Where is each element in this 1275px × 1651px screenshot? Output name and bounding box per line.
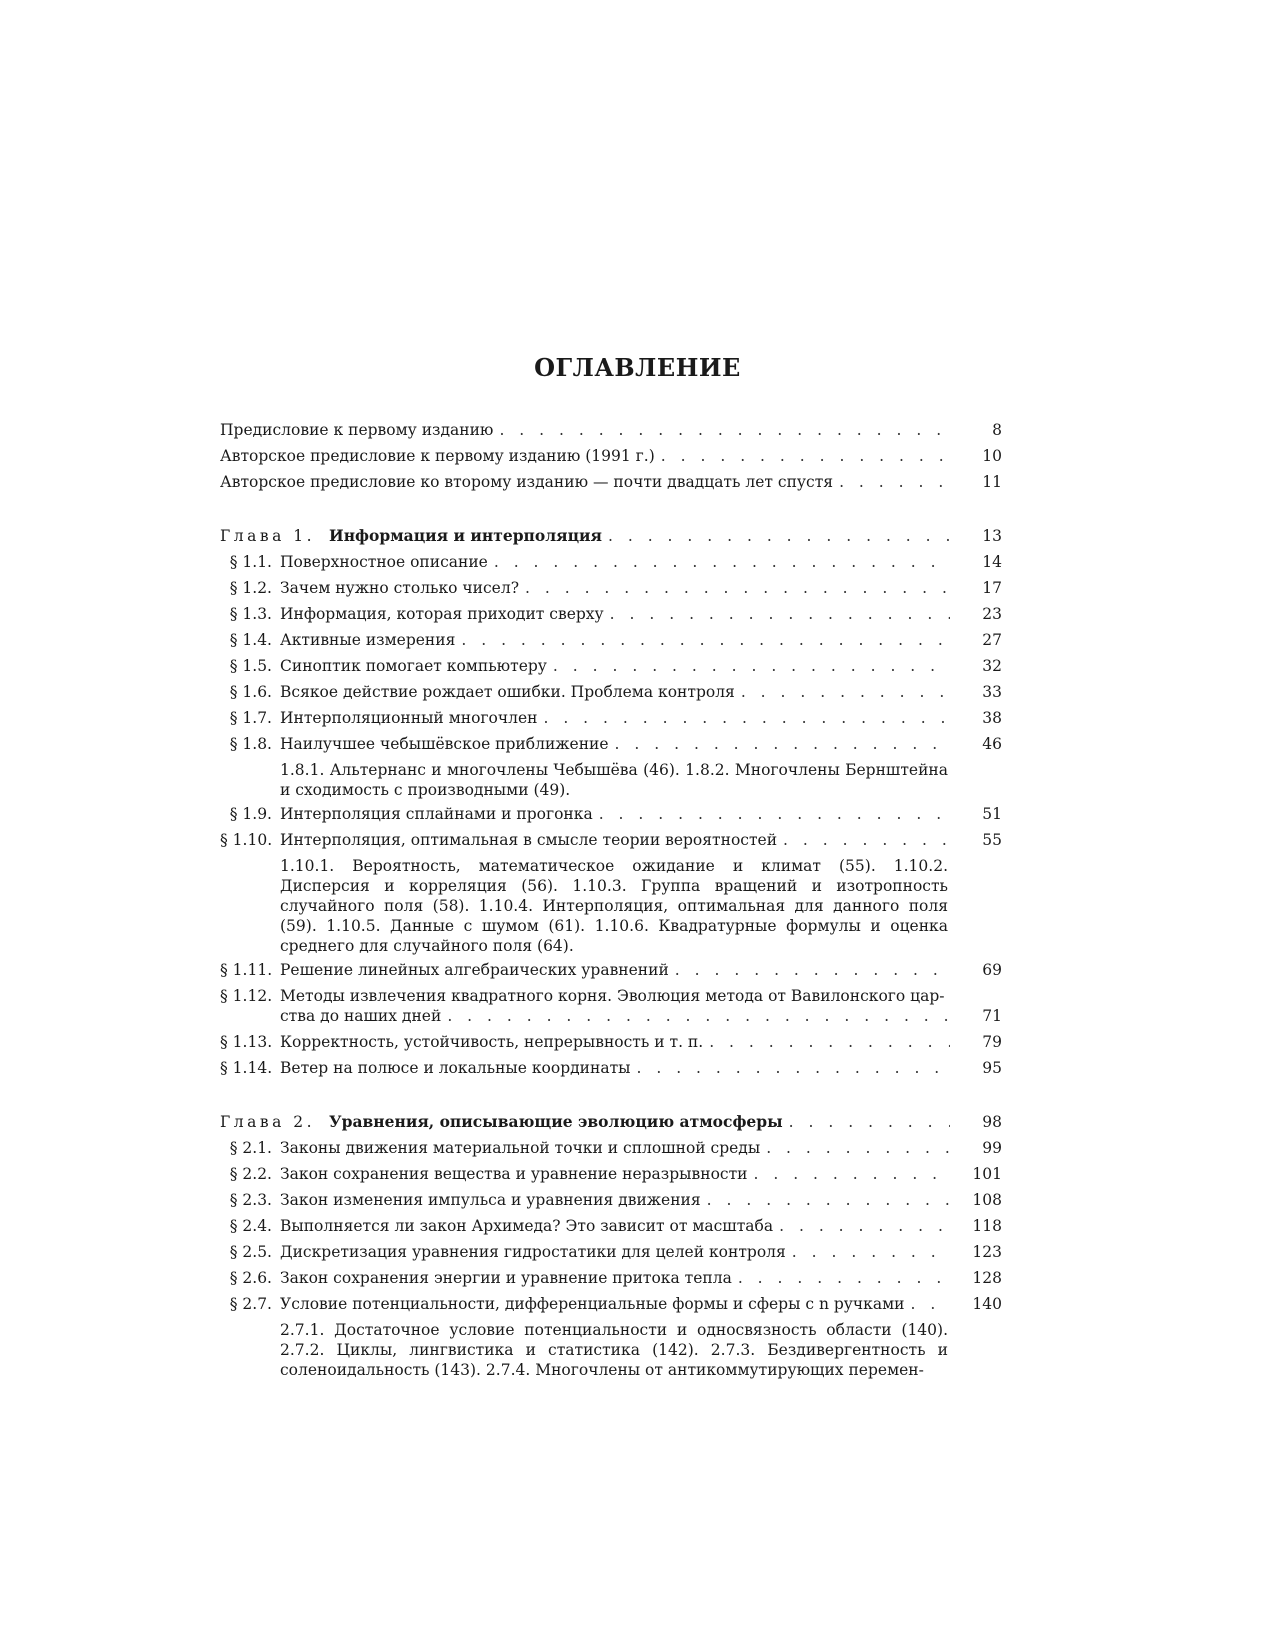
section-number: § 1.4.	[229, 631, 272, 649]
section-title: Ветер на полюсе и локальные координаты	[280, 1059, 631, 1077]
section-number: § 1.7.	[229, 709, 272, 727]
section-title: Корректность, устойчивость, непрерывность и т. п.	[280, 1033, 704, 1051]
section-title: Интерполяция, оптимальная в смысле теории вероятностей	[280, 831, 778, 849]
section-number: § 2.3.	[229, 1191, 272, 1209]
section-title: Закон сохранения энергии и уравнение притока тепла	[280, 1269, 732, 1287]
entry-page: 123	[972, 1243, 1002, 1261]
entry-page: 11	[982, 473, 1002, 491]
dot-leader	[553, 656, 950, 676]
toc-section-entry[interactable]	[220, 1190, 1002, 1216]
entry-page: 13	[982, 527, 1002, 545]
dot-leader	[910, 1294, 950, 1314]
entry-page: 33	[982, 683, 1002, 701]
section-title: Закон изменения импульса и уравнения движения	[280, 1191, 701, 1209]
subsection-list: 1.8.1. Альтернанс и многочлены Чебышёва (46). 1.8.2. Многочлены Бернштейна и сходимость с производными (49).	[280, 761, 948, 799]
chapter-label: Глава 2.	[220, 1113, 316, 1131]
toc-section-entry[interactable]	[220, 830, 1002, 856]
dot-leader	[738, 1268, 950, 1288]
section-title: Интерполяционный многочлен	[280, 709, 538, 727]
toc-section-entry[interactable]	[220, 1164, 1002, 1190]
section-title: Законы движения материальной точки и сплошной среды	[280, 1139, 761, 1157]
section-number: § 2.6.	[229, 1269, 272, 1287]
entry-page: 128	[972, 1269, 1002, 1287]
entry-title: Авторское предисловие ко второму изданию — почти двадцать лет спустя	[220, 473, 834, 491]
toc-chapter-1[interactable]	[220, 526, 1002, 552]
entry-title: Авторское предисловие к первому изданию (1991 г.)	[220, 447, 655, 465]
toc-section-entry[interactable]	[220, 1032, 1002, 1058]
dot-leader	[792, 1242, 950, 1262]
section-title: Условие потенциальности, дифференциальные формы и сферы с n ручками	[280, 1295, 905, 1313]
entry-page: 69	[982, 961, 1002, 979]
section-number: § 1.11.	[220, 961, 273, 979]
section-title: Синоптик помогает компьютеру	[280, 657, 547, 675]
section-title: Закон сохранения вещества и уравнение неразрывности	[280, 1165, 748, 1183]
section-number: § 1.13.	[220, 1033, 273, 1051]
entry-page: 27	[982, 631, 1002, 649]
dot-leader	[675, 960, 950, 980]
section-number: § 2.7.	[229, 1295, 272, 1313]
dot-leader	[709, 1032, 950, 1052]
entry-page: 14	[982, 553, 1002, 571]
dot-leader	[543, 708, 950, 728]
dot-leader	[661, 446, 950, 466]
section-number: § 1.3.	[229, 605, 272, 623]
section-number: § 2.4.	[229, 1217, 272, 1235]
section-title: Интерполяция сплайнами и прогонка	[280, 805, 593, 823]
toc-section-entry[interactable]	[220, 804, 1002, 830]
section-title: Всякое действие рождает ошибки. Проблема контроля	[280, 683, 735, 701]
entry-page: 23	[982, 605, 1002, 623]
toc-section-entry[interactable]	[220, 552, 1002, 578]
toc-section-entry[interactable]	[220, 604, 1002, 630]
entry-page: 32	[982, 657, 1002, 675]
section-number: § 1.5.	[229, 657, 272, 675]
section-title: Активные измерения	[280, 631, 456, 649]
entry-page: 101	[972, 1165, 1002, 1183]
section-number: § 1.14.	[220, 1059, 273, 1077]
toc-section-entry[interactable]	[220, 578, 1002, 604]
page-title: ОГЛАВЛЕНИЕ	[534, 353, 741, 382]
entry-page: 108	[972, 1191, 1002, 1209]
entry-page: 71	[982, 1007, 1002, 1025]
dot-leader	[789, 1112, 950, 1132]
dot-leader	[637, 1058, 951, 1078]
entry-page: 17	[982, 579, 1002, 597]
entry-page: 8	[992, 421, 1002, 439]
entry-title: Предисловие к первому изданию	[220, 421, 494, 439]
toc-section-entry[interactable]	[220, 682, 1002, 708]
dot-leader	[839, 472, 950, 492]
toc-chapter-2[interactable]	[220, 1112, 1002, 1138]
table-of-contents	[220, 420, 1002, 1384]
dot-leader	[447, 1006, 950, 1026]
section-number: § 1.12.	[220, 987, 273, 1005]
chapter-title: Информация и интерполяция	[329, 526, 602, 545]
dot-leader	[610, 604, 950, 624]
entry-page: 38	[982, 709, 1002, 727]
entry-page: 98	[982, 1113, 1002, 1131]
section-number: § 1.6.	[229, 683, 272, 701]
dot-leader	[783, 830, 950, 850]
subsection-list: 1.10.1. Вероятность, математическое ожидание и климат (55). 1.10.2. Дисперсия и корреляция (56). 1.10.3. Группа вращений и изотропность случайного поля (58). 1.10.4. Интерполяция, оптимальная для данного поля (59). 1.10.5. Данные с шумом (61). 1.10.6. Квадратурные формулы и оценка среднего для случайного поля (64).	[280, 857, 948, 955]
entry-page: 51	[982, 805, 1002, 823]
section-title: Решение линейных алгебраических уравнений	[280, 961, 669, 979]
section-number: § 2.2.	[229, 1165, 272, 1183]
chapter-label: Глава 1.	[220, 527, 316, 545]
entry-page: 99	[982, 1139, 1002, 1157]
dot-leader	[461, 630, 950, 650]
entry-page: 55	[982, 831, 1002, 849]
entry-page: 79	[982, 1033, 1002, 1051]
toc-section-1-12[interactable]	[220, 986, 1002, 1032]
dot-leader	[615, 734, 950, 754]
dot-leader	[779, 1216, 950, 1236]
toc-section-entry[interactable]	[220, 630, 1002, 656]
section-number: § 1.9.	[229, 805, 272, 823]
section-title: Информация, которая приходит сверху	[280, 605, 604, 623]
toc-section-entry[interactable]	[220, 656, 1002, 682]
dot-leader	[766, 1138, 950, 1158]
toc-section-entry[interactable]	[220, 1216, 1002, 1242]
dot-leader	[741, 682, 950, 702]
toc-section-entry[interactable]	[220, 734, 1002, 760]
dot-leader	[608, 526, 950, 546]
toc-entry-preface-2[interactable]	[220, 446, 1002, 472]
section-number: § 1.8.	[229, 735, 272, 753]
entry-page: 118	[972, 1217, 1002, 1235]
dot-leader	[599, 804, 950, 824]
chapter-title: Уравнения, описывающие эволюцию атмосферы	[329, 1112, 783, 1131]
entry-page: 95	[982, 1059, 1002, 1077]
toc-entry-preface-1[interactable]	[220, 420, 1002, 446]
dot-leader	[707, 1190, 950, 1210]
toc-section-entry[interactable]	[220, 960, 1002, 986]
section-title: Выполняется ли закон Архимеда? Это зависит от масштаба	[280, 1217, 774, 1235]
section-title-line2: ства до наших дней	[280, 1007, 442, 1025]
toc-section-entry[interactable]	[220, 1242, 1002, 1268]
toc-entry-preface-3[interactable]	[220, 472, 1002, 498]
section-number: § 2.1.	[229, 1139, 272, 1157]
dot-leader	[753, 1164, 950, 1184]
section-number: § 2.5.	[229, 1243, 272, 1261]
toc-section-entry[interactable]	[220, 708, 1002, 734]
toc-section-entry[interactable]	[220, 1294, 1002, 1320]
entry-page: 10	[982, 447, 1002, 465]
dot-leader	[494, 552, 950, 572]
subsection-list: 2.7.1. Достаточное условие потенциальности и односвязность области (140). 2.7.2. Циклы, лингвистика и статистика (142). 2.7.3. Бездивергентность и соленоидальность (143). 2.7.4. Многочлены от антикоммутирующих перемен-	[280, 1321, 948, 1379]
section-number: § 1.10.	[220, 831, 273, 849]
dot-leader	[525, 578, 950, 598]
section-title: Дискретизация уравнения гидростатики для целей контроля	[280, 1243, 786, 1261]
entry-page: 46	[982, 735, 1002, 753]
section-title: Зачем нужно столько чисел?	[280, 579, 520, 597]
entry-page: 140	[972, 1295, 1002, 1313]
section-title: Поверхностное описание	[280, 553, 488, 571]
toc-section-entry[interactable]	[220, 1268, 1002, 1294]
toc-section-entry[interactable]	[220, 1058, 1002, 1084]
section-title: Наилучшее чебышёвское приближение	[280, 735, 609, 753]
toc-section-entry[interactable]	[220, 1138, 1002, 1164]
dot-leader	[499, 420, 950, 440]
section-title-line1: Методы извлечения квадратного корня. Эволюция метода от Вавилонского цар-	[280, 987, 945, 1005]
section-number: § 1.2.	[229, 579, 272, 597]
section-number: § 1.1.	[229, 553, 272, 571]
